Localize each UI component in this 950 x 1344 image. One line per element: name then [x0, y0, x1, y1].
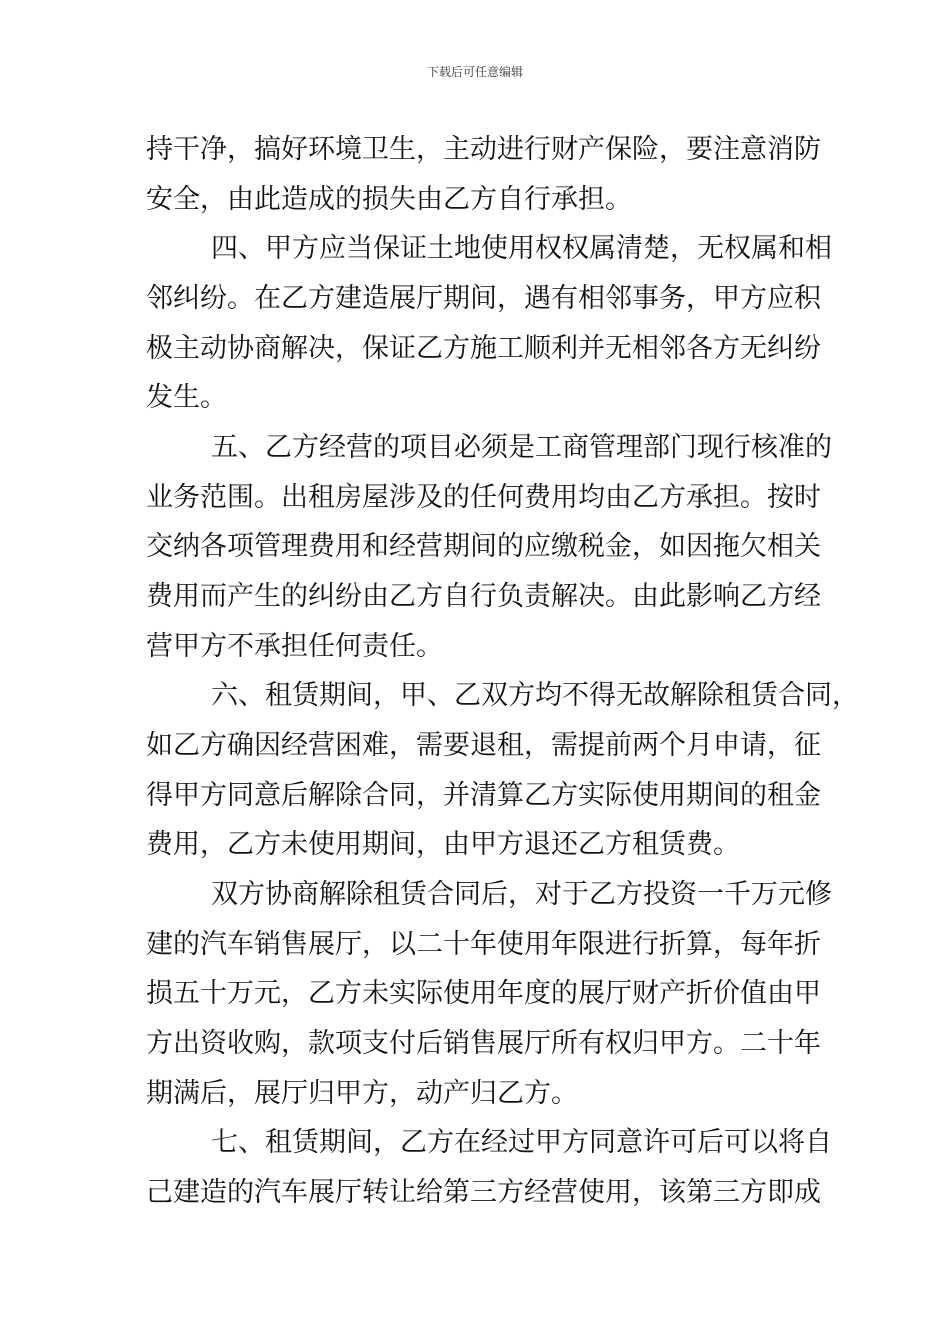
body-line: 建的汽车销售展厅，以二十年使用年限进行折算，每年折	[146, 929, 821, 960]
body-line: 营甲方不承担任何责任。	[146, 631, 443, 662]
body-line: 安全，由此造成的损失由乙方自行承担。	[146, 184, 632, 215]
page-header: 下载后可任意编辑	[426, 65, 523, 79]
body-line: 业务范围。出租房屋涉及的任何费用均由乙方承担。按时	[146, 482, 821, 513]
paragraph-start-line: 五、乙方经营的项目必须是工商管理部门现行核准的	[211, 432, 832, 463]
body-line: 期满后，展厅归甲方，动产归乙方。	[146, 1078, 578, 1109]
paragraph-start-line: 六、租赁期间，甲、乙双方均不得无故解除租赁合同，	[211, 680, 859, 711]
body-line: 费用，乙方未使用期间，由甲方退还乙方租赁费。	[146, 829, 740, 860]
body-line: 损五十万元，乙方未实际使用年度的展厅财产折价值由甲	[146, 978, 821, 1009]
body-line: 持干净，搞好环境卫生，主动进行财产保险，要注意消防	[146, 134, 821, 165]
body-line: 极主动协商解决，保证乙方施工顺利并无相邻各方无纠纷	[146, 333, 821, 364]
body-line: 发生。	[146, 382, 227, 413]
body-line: 己建造的汽车展厅转让给第三方经营使用，该第三方即成	[146, 1177, 821, 1208]
body-line: 如乙方确因经营困难，需要退租，需提前两个月申请，征	[146, 730, 821, 761]
paragraph-start-line: 双方协商解除租赁合同后，对于乙方投资一千万元修	[211, 879, 832, 910]
body-line: 方出资收购，款项支付后销售展厅所有权归甲方。二十年	[146, 1028, 821, 1059]
body-line: 邻纠纷。在乙方建造展厅期间，遇有相邻事务，甲方应积	[146, 283, 821, 314]
body-line: 交纳各项管理费用和经营期间的应缴税金，如因拖欠相关	[146, 531, 821, 562]
paragraph-start-line: 七、租赁期间，乙方在经过甲方同意许可后可以将自	[211, 1127, 832, 1158]
paragraph-start-line: 四、甲方应当保证土地使用权权属清楚，无权属和相	[211, 233, 832, 264]
body-line: 得甲方同意后解除合同，并清算乙方实际使用期间的租金	[146, 780, 821, 811]
body-line: 费用而产生的纠纷由乙方自行负责解决。由此影响乙方经	[146, 581, 821, 612]
